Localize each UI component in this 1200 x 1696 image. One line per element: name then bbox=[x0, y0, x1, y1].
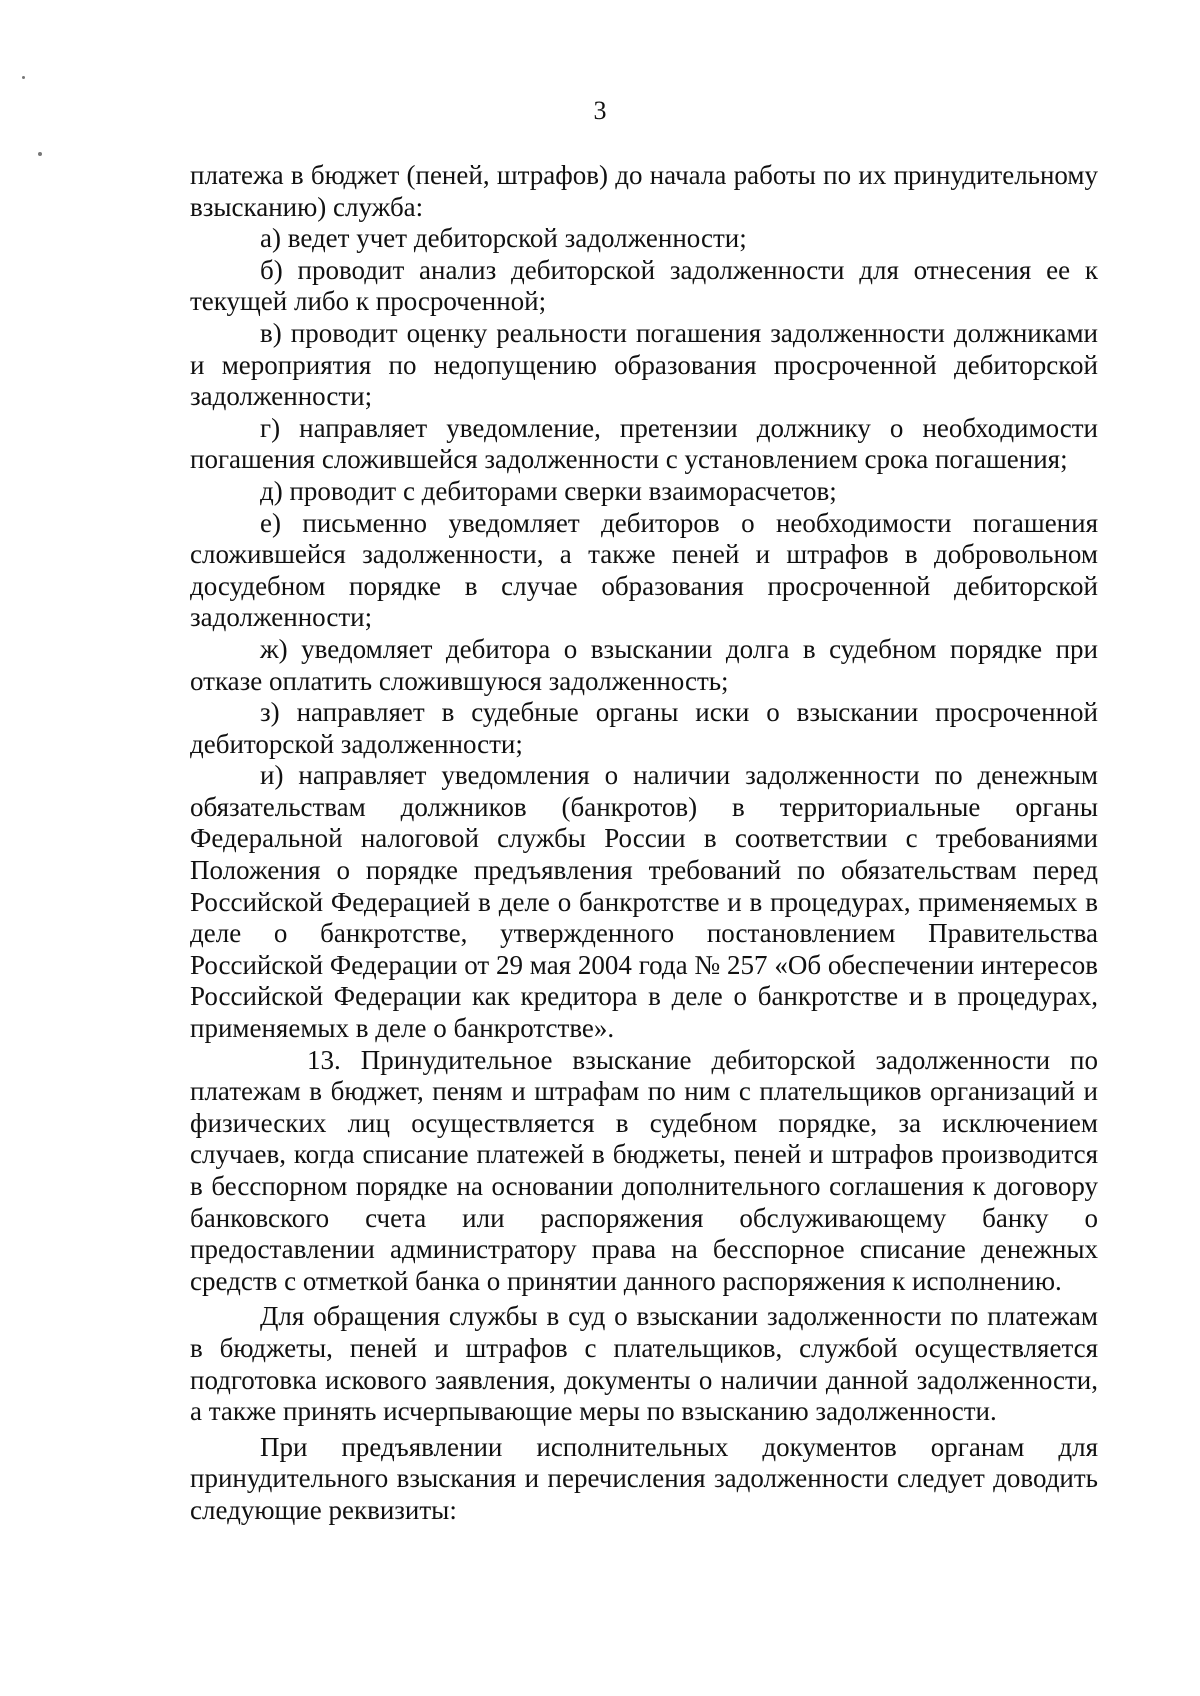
scan-speck bbox=[38, 152, 42, 156]
list-item-e: е) письменно уведомляет дебиторов о необходимости погашения сложившейся задолженности, а также пеней и штрафов в добровольном досудебном порядке в случае образования просроченной дебиторской задолженности; bbox=[190, 507, 1098, 633]
page-number: 3 bbox=[593, 96, 607, 125]
scan-speck bbox=[22, 76, 25, 79]
list-item-zh: ж) уведомляет дебитора о взыскании долга в судебном порядке при отказе оплатить сложившуюся задолженность; bbox=[190, 633, 1098, 696]
list-item-b: б) проводит анализ дебиторской задолженности для отнесения ее к текущей либо к просроченной; bbox=[190, 254, 1098, 317]
list-item-z: з) направляет в судебные органы иски о взыскании просроченной дебиторской задолженности; bbox=[190, 697, 1098, 759]
document-body bbox=[190, 160, 1098, 1527]
clause-13: 13. Принудительное взыскание дебиторской задолженности по платежам в бюджет, пеням и штрафам по ним с плательщиков организаций и физических лиц осуществляется в судебном порядке, за исключением случаев, когда списание платежей в бюджеты, пеней и штрафов производится в бесспорном порядке на основании дополнительного соглашения к договору банковского счета или распоряжения обслуживающему банку о предоставлении администратору права на бесспорное списание денежных средств с отметкой банка о принятии данного распоряжения к исполнению. bbox=[190, 1044, 1098, 1296]
list-item-g: г) направляет уведомление, претензии должнику о необходимости погашения сложившейся задолженности с установлением срока погашения; bbox=[190, 412, 1098, 475]
list-item-a: а) ведет учет дебиторской задолженности; bbox=[260, 223, 747, 254]
paragraph-requisites: При предъявлении исполнительных документов органам для принудительного взыскания и перечисления задолженности следует доводить следующие реквизиты: bbox=[190, 1431, 1098, 1525]
paragraph-continuation: платежа в бюджет (пеней, штрафов) до начала работы по их принудительному взысканию) служба: bbox=[190, 160, 1098, 222]
list-item-d: д) проводит с дебиторами сверки взаиморасчетов; bbox=[260, 475, 837, 506]
paragraph-court-appeal: Для обращения службы в суд о взыскании задолженности по платежам в бюджеты, пеней и штрафов с плательщиков, службой осуществляется подготовка искового заявления, документы о наличии данной задолженности, а также принять исчерпывающие меры по взысканию задолженности. bbox=[190, 1301, 1098, 1427]
list-item-i: и) направляет уведомления о наличии задолженности по денежным обязательствам должников (банкротов) в территориальные органы Федеральной налоговой службы России в соответствии с требованиями Положения о порядке предъявления требований по обязательствам перед Российской Федерацией в деле о банкротстве и в процедурах, применяемых в деле о банкротстве, утвержденного постановлением Правительства Российской Федерации от 29 мая 2004 года № 257 «Об обеспечении интересов Российской Федерации как кредитора в деле о банкротстве и в процедурах, применяемых в деле о банкротстве». bbox=[190, 760, 1098, 1044]
list-item-v: в) проводит оценку реальности погашения задолженности должниками и мероприятия по недопущению образования просроченной дебиторской задолженности; bbox=[190, 317, 1098, 412]
